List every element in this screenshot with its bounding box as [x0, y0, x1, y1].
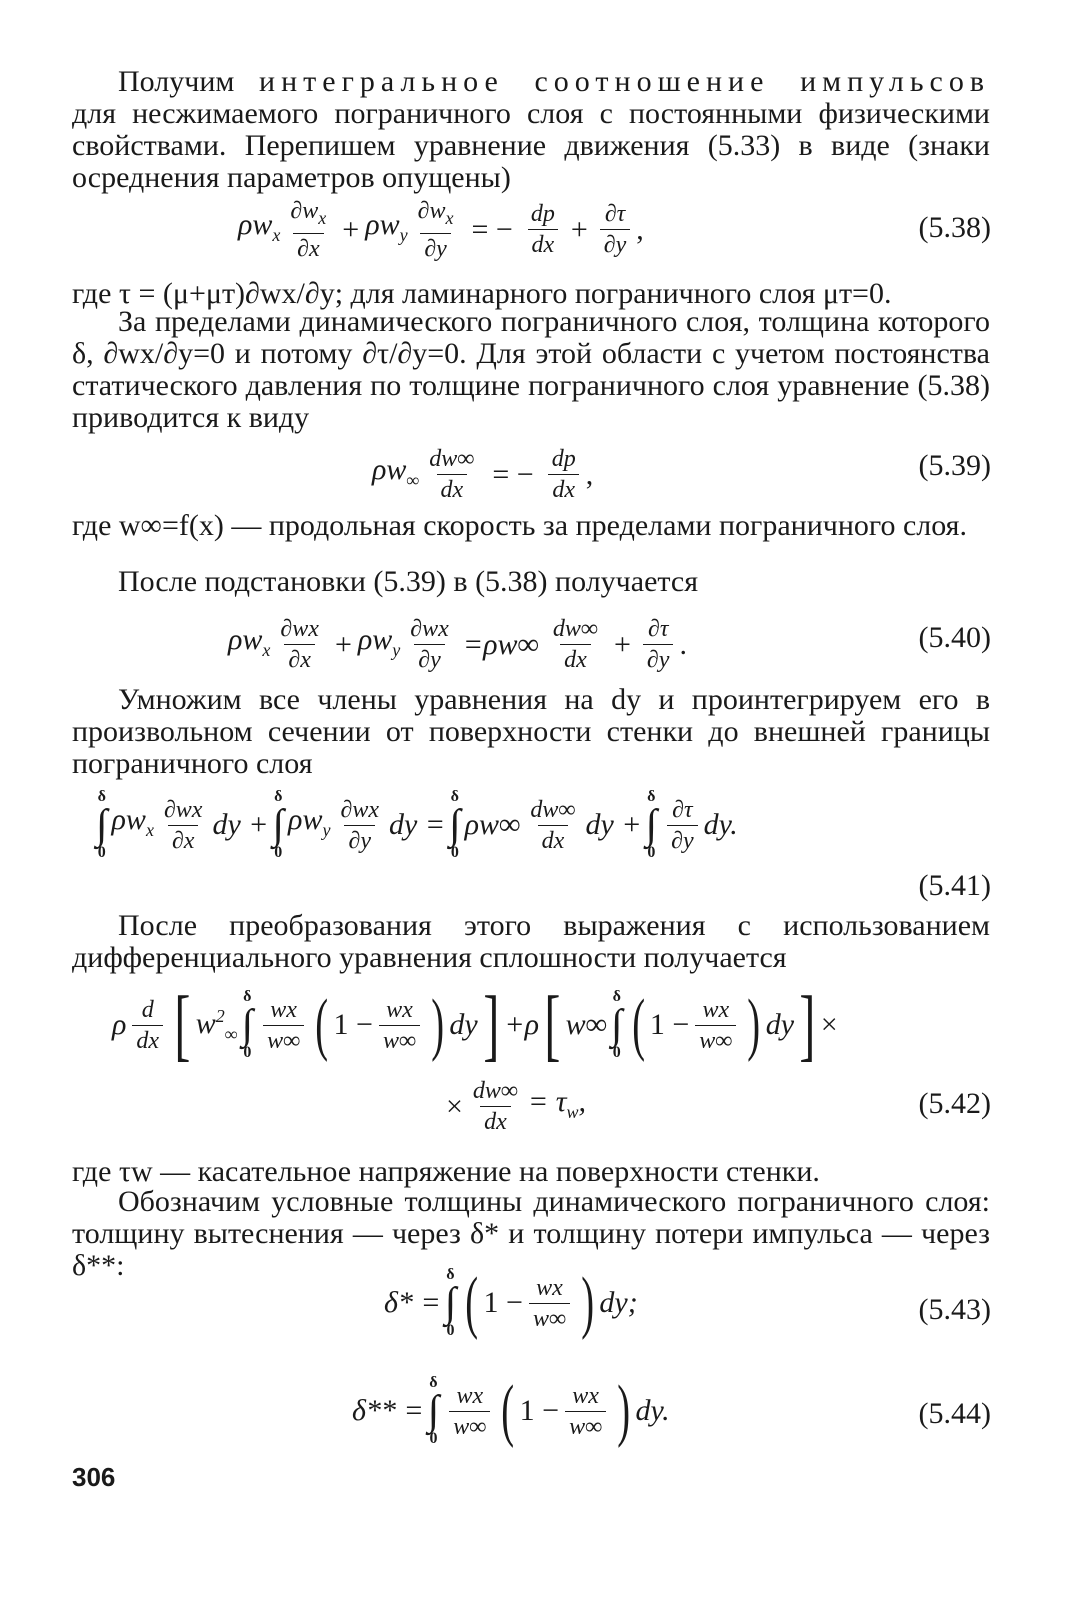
equation-number-5-40: (5.40) [918, 621, 991, 654]
eq542-integral1: δ ∫ 0 [241, 988, 254, 1061]
eq539-equals: = − [492, 457, 534, 491]
equation-number-5-44: (5.44) [918, 1397, 991, 1430]
eq539-frac2: $\frac{dp}{dx}$ [548, 444, 580, 505]
eq540-term2: $\rho w_y$ [357, 622, 401, 660]
eq544-ratio2: $\frac{wx}{w\infty}$ [565, 1381, 606, 1442]
eq540-frac2: $\frac{\partial wx}{\partial y}$ [410, 616, 449, 673]
eq540-term1: $\rho w_x$ [228, 622, 271, 660]
eq542-ratio1: $\frac{wx}{w\infty}$ [263, 995, 304, 1056]
eq542-ddx: $\frac{d}{dx}$ [132, 995, 163, 1056]
eq542-ratio2: $\frac{wx}{w\infty}$ [379, 995, 420, 1056]
eq541-integral1: δ ∫ 0 [96, 788, 108, 861]
eq544-rparen: ) [617, 1372, 631, 1449]
eq538-frac4: $\frac{\partial\tau}{\partial y}$ [600, 199, 631, 260]
eq541-dy-eq: dy = [389, 808, 446, 841]
eq538-frac1: $\frac{\partial w_x}{\partial x}$ [290, 198, 327, 262]
eq538-frac3: $\frac{dp}{dx}$ [527, 199, 559, 260]
eq538-plus: + [342, 212, 360, 246]
eq541-frac4: $\frac{\partial\tau}{\partial y}$ [667, 795, 698, 856]
equation-number-5-41: (5.41) [918, 869, 991, 902]
paragraph-integrate: Умножим все члены уравнения на dy и проинтегрируем его в произвольном сечении от поверхности стенки до внешней границы пограничного слоя [72, 683, 990, 780]
paragraph-wall-stress: где τw — касательное напряжение на поверхности стенки. [72, 1155, 820, 1188]
eq538-comma: , [636, 212, 644, 246]
eq539-comma: , [585, 457, 594, 491]
paragraph-thicknesses: Обозначим условные толщины динамического пограничного слоя: толщину вытеснения — через δ* и толщину потери импульса — через δ**: [72, 1185, 990, 1282]
equation-5-39 [372, 444, 593, 505]
eq541-integral4: δ ∫ 0 [645, 788, 658, 861]
eq542-times2: × [446, 1089, 463, 1123]
eq542-right-bracket: ] [483, 981, 500, 1069]
eq540-equals: =ρw∞ [462, 627, 539, 661]
eq544-one-minus: 1 − [519, 1394, 560, 1427]
eq543-integral: δ ∫ 0 [444, 1266, 457, 1339]
eq538-plus2: + [570, 212, 588, 246]
eq541-t3: ρw∞ [464, 808, 521, 841]
eq542-dy1: dy [449, 1008, 478, 1041]
eq544-lparen: ( [501, 1372, 515, 1449]
eq542-dy2: dy [765, 1008, 795, 1041]
eq542-rho: ρ [112, 1008, 127, 1041]
eq541-frac3: $\frac{dw\infty}{dx}$ [530, 796, 576, 854]
eq542-ratio3: $\frac{wx}{w\infty}$ [695, 995, 736, 1056]
eq542-integral2: δ ∫ 0 [611, 988, 623, 1061]
eq542-lparen2: ( [631, 986, 645, 1063]
eq543-rparen: ) [581, 1264, 595, 1341]
paragraph-tau-definition: где τ = (μ+μт)∂wx/∂y; для ламинарного пограничного слоя μт=0. [72, 277, 892, 310]
paragraph-free-stream: где w∞=f(x) — продольная скорость за пределами пограничного слоя. [72, 509, 967, 542]
eq538-frac2: $\frac{\partial w_x}{\partial y}$ [417, 198, 454, 262]
eq542-left-bracket2: [ [544, 981, 561, 1069]
eq544-ratio1: $\frac{wx}{w\infty}$ [449, 1381, 490, 1442]
eq543-one-minus: 1 − [483, 1286, 523, 1319]
eq544-tail: dy. [635, 1394, 670, 1427]
paragraph-substitution: После подстановки (5.39) в (5.38) получается [118, 565, 698, 598]
eq542-one-minus1: 1 − [333, 1008, 373, 1041]
eq541-integral3: δ ∫ 0 [449, 788, 461, 861]
equation-number-5-42: (5.42) [918, 1087, 991, 1120]
eq538-term1: $\rho w_x$ [238, 207, 281, 245]
eq540-frac1: $\frac{\partial wx}{\partial x}$ [280, 616, 319, 673]
intro-rest: для несжимаемого пограничного слоя с постоянными физическими свойствами. Перепишем уравнение движения (5.33) в виде (знаки осреднения параметров опущены) [72, 97, 990, 194]
equation-5-42-line2 [446, 1076, 586, 1137]
eq539-term: $\rho w_\infty$ [372, 452, 420, 490]
eq543-ratio: $\frac{wx}{w\infty}$ [529, 1273, 570, 1334]
eq539-frac1: $\frac{dw\infty}{dx}$ [429, 446, 475, 503]
eq540-period: . [679, 627, 687, 661]
eq541-frac1: $\frac{\partial wx}{\partial x}$ [163, 796, 203, 854]
intro-spaced-term: интегральное соотношение импульсов [259, 65, 990, 98]
eq542-lparen1: ( [315, 986, 329, 1063]
eq543-lparen: ( [465, 1264, 479, 1341]
eq543-tail: dy; [599, 1286, 638, 1319]
eq542-times: × [820, 1008, 838, 1041]
eq542-tau: = $\tau_w$, [528, 1084, 587, 1122]
equation-5-44 [352, 1372, 670, 1449]
eq541-dy-plus2: dy + [585, 808, 642, 841]
eq541-dy-plus: dy + [212, 808, 269, 841]
page-number: 306 [72, 1462, 116, 1492]
eq544-integral: δ ∫ 0 [427, 1374, 440, 1447]
intro-lead: Получим [118, 65, 235, 98]
equation-number-5-39: (5.39) [918, 449, 991, 482]
eq542-rparen1: ) [431, 986, 445, 1063]
eq542-right-bracket2: ] [799, 981, 816, 1069]
eq542-plus-rho: +ρ [504, 1008, 539, 1041]
equation-5-43 [384, 1264, 638, 1341]
eq540-frac3: $\frac{dw\infty}{dx}$ [552, 616, 598, 673]
equation-number-5-43: (5.43) [918, 1293, 991, 1326]
eq540-frac4: $\frac{\partial\tau}{\partial y}$ [643, 614, 674, 675]
paragraph-intro [72, 66, 990, 194]
eq538-term2: $\rho w_y$ [365, 207, 408, 245]
equation-5-41 [92, 790, 738, 860]
eq541-dy-end: dy. [703, 808, 738, 841]
paragraph-transformation: После преобразования этого выражения с использованием дифференциального уравнения сплошности получается [72, 909, 990, 974]
equation-5-40 [228, 614, 687, 675]
equation-5-42-line1 [112, 981, 838, 1069]
eq542-left-bracket: [ [174, 981, 191, 1069]
eq542-rparen2: ) [747, 986, 761, 1063]
eq542-w2: $w^2_\infty$ [195, 1006, 238, 1044]
eq542-winf: w∞ [565, 1008, 608, 1041]
eq543-lhs: δ* = [384, 1286, 441, 1319]
eq541-integral2: δ ∫ 0 [272, 788, 285, 861]
equation-5-38 [238, 196, 644, 264]
eq540-plus2: + [614, 627, 631, 661]
eq538-equals: = − [471, 212, 513, 246]
eq542-one-minus2: 1 − [649, 1008, 690, 1041]
eq544-lhs: δ** = [352, 1394, 424, 1427]
eq540-plus: + [334, 627, 352, 661]
eq541-t2: $\rho w_y$ [288, 803, 331, 840]
paragraph-outside-layer: За пределами динамического пограничного слоя, толщина которого δ, ∂wx/∂y=0 и потому ∂τ/∂y=0. Для этой области с учетом постоянства статического давления по толщине пограничного слоя уравнение (5.38) приводится к виду [72, 305, 990, 434]
equation-number-5-38: (5.38) [918, 211, 991, 244]
eq541-t1: $\rho w_x$ [111, 803, 154, 840]
eq541-frac2: $\frac{\partial wx}{\partial y}$ [340, 796, 379, 854]
eq542-dwdx: $\frac{dw\infty}{dx}$ [472, 1078, 519, 1135]
